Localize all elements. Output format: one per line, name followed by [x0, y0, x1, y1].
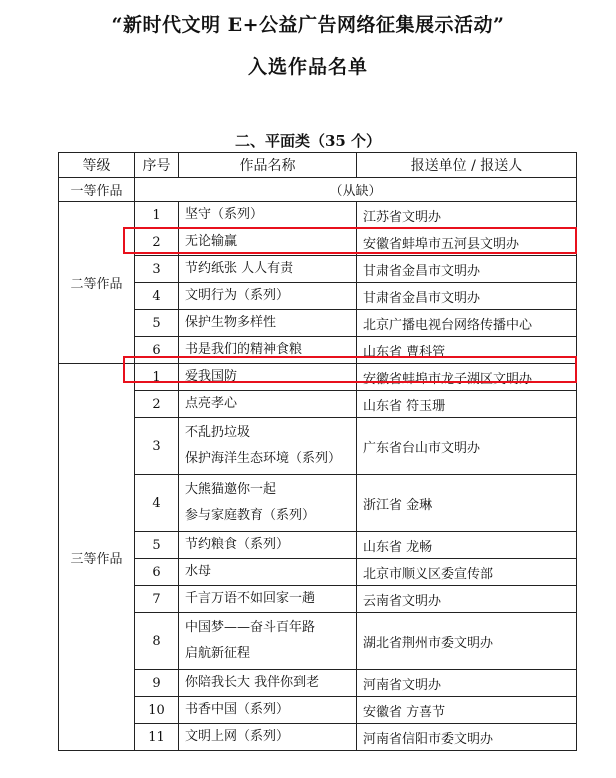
work-title-line: 节约纸张 人人有责 [185, 261, 294, 276]
table-row [59, 670, 577, 697]
submitter-cell: 山东省 曹科管 [357, 337, 577, 364]
work-title-line: 书香中国（系列） [185, 702, 290, 717]
work-title-cell [179, 697, 357, 724]
table-row [59, 697, 577, 724]
number-cell: 9 [135, 670, 179, 697]
column-header-number: 序号 [135, 153, 179, 178]
submitter-cell: 山东省 龙畅 [357, 532, 577, 559]
work-title-cell [179, 202, 357, 229]
highlight-box-third-prize-1 [123, 356, 577, 383]
grade-cell-third: 三等作品 [59, 364, 135, 751]
submitter-cell: 甘肃省金昌市文明办 [357, 256, 577, 283]
submitter-cell: 湖北省荆州市委文明办 [357, 613, 577, 670]
work-title-cell [179, 475, 357, 532]
submitter-cell: 浙江省 金琳 [357, 475, 577, 532]
section-title: 二、平面类（35 个） [234, 132, 382, 150]
number-cell: 10 [135, 697, 179, 724]
work-title-line: 参与家庭教育（系列） [185, 508, 316, 523]
table-row [59, 391, 577, 418]
number-cell: 11 [135, 724, 179, 751]
number-cell: 1 [135, 364, 179, 391]
work-title-cell [179, 613, 357, 670]
table-row [59, 724, 577, 751]
work-title-cell [179, 724, 357, 751]
submitter-cell: 广东省台山市文明办 [357, 418, 577, 475]
number-cell: 6 [135, 337, 179, 364]
submitter-cell: 北京广播电视台网络传播中心 [357, 310, 577, 337]
highlight-box-second-prize-2 [123, 227, 577, 254]
work-title-line: 启航新征程 [185, 646, 251, 661]
first-prize-note: （从缺） [135, 178, 577, 202]
document-title: “新时代文明 E+公益广告网络征集展示活动” [111, 14, 505, 36]
work-title-cell [179, 559, 357, 586]
work-title-line: 节约粮食（系列） [185, 537, 290, 552]
submitter-cell: 江苏省文明办 [357, 202, 577, 229]
work-title-line: 大熊猫邀你一起 [185, 482, 277, 497]
work-title-cell [179, 586, 357, 613]
work-title-line: 不乱扔垃圾 [185, 425, 251, 440]
table-row [59, 559, 577, 586]
column-header-grade: 等级 [59, 153, 135, 178]
first-prize-row [59, 178, 577, 202]
submitter-cell: 河南省文明办 [357, 670, 577, 697]
work-title-cell [179, 532, 357, 559]
submitter-cell: 云南省文明办 [357, 586, 577, 613]
work-title-line: 坚守（系列） [185, 207, 264, 222]
work-title-cell [179, 418, 357, 475]
number-cell: 7 [135, 586, 179, 613]
number-cell: 2 [135, 391, 179, 418]
work-title-cell [179, 310, 357, 337]
column-header-work: 作品名称 [179, 153, 357, 178]
work-title-line: 保护海洋生态环境（系列） [185, 451, 342, 466]
work-title-line: 无论输赢 [185, 234, 238, 249]
work-title-cell [179, 256, 357, 283]
work-title-cell [179, 283, 357, 310]
grade-cell-second: 二等作品 [59, 202, 135, 364]
work-title-line: 文明上网（系列） [185, 729, 290, 744]
document-subtitle: 入选作品名单 [247, 56, 368, 78]
work-title-line: 爱我国防 [185, 369, 238, 384]
number-cell: 4 [135, 283, 179, 310]
column-header-unit: 报送单位 / 报送人 [357, 153, 577, 178]
number-cell: 8 [135, 613, 179, 670]
table-row [59, 418, 577, 475]
table-row [59, 202, 577, 229]
work-title-cell [179, 670, 357, 697]
work-title-line: 中国梦——奋斗百年路 [185, 620, 316, 635]
table-row [59, 310, 577, 337]
number-cell: 3 [135, 256, 179, 283]
submitter-cell: 甘肃省金昌市文明办 [357, 283, 577, 310]
table-row [59, 256, 577, 283]
grade-cell-first: 一等作品 [59, 178, 135, 202]
number-cell: 5 [135, 310, 179, 337]
work-title-line: 水母 [185, 564, 212, 579]
number-cell: 6 [135, 559, 179, 586]
number-cell: 5 [135, 532, 179, 559]
number-cell: 3 [135, 418, 179, 475]
submitter-cell: 河南省信阳市委文明办 [357, 724, 577, 751]
table-body [59, 178, 577, 751]
work-title-line: 文明行为（系列） [185, 288, 290, 303]
table-row [59, 586, 577, 613]
table-row [59, 532, 577, 559]
work-title-cell [179, 391, 357, 418]
number-cell: 1 [135, 202, 179, 229]
table-header-row [59, 153, 577, 178]
work-title-line: 点亮孝心 [185, 396, 238, 411]
work-title-line: 千言万语不如回家一趟 [185, 591, 316, 606]
table-row [59, 475, 577, 532]
table-row [59, 283, 577, 310]
submitter-cell: 安徽省蚌埠市龙子湖区文明办 [357, 364, 577, 391]
submitter-cell: 山东省 符玉珊 [357, 391, 577, 418]
work-title-line: 保护生物多样性 [185, 315, 277, 330]
number-cell: 4 [135, 475, 179, 532]
number-cell: 2 [135, 229, 179, 256]
table-row [59, 613, 577, 670]
submitter-cell: 北京市顺义区委宣传部 [357, 559, 577, 586]
work-title-line: 书是我们的精神食粮 [185, 342, 303, 357]
work-title-line: 你陪我长大 我伴你到老 [185, 675, 320, 690]
submitter-cell: 安徽省蚌埠市五河县文明办 [357, 229, 577, 256]
submitter-cell: 安徽省 方喜节 [357, 697, 577, 724]
